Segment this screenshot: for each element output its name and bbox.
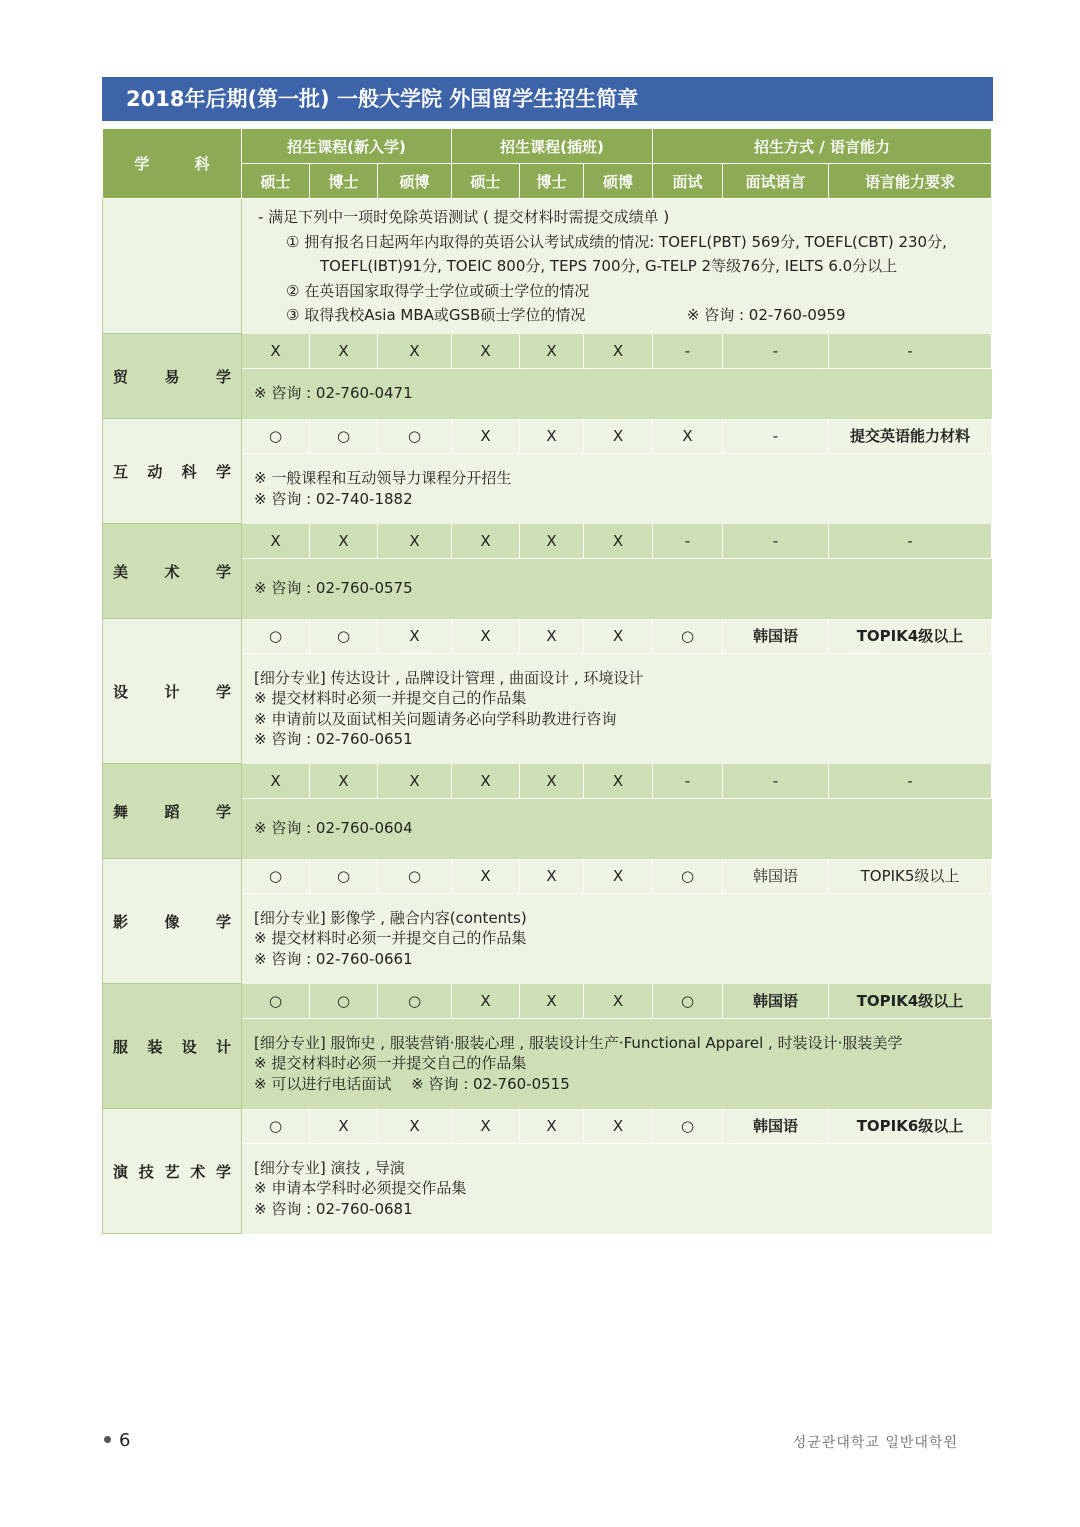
header-col: 硕博: [584, 164, 653, 199]
table-cell: ○: [310, 419, 378, 454]
subject-name: 贸 易 学: [103, 334, 242, 419]
table-cell: -: [723, 524, 829, 559]
note-line: ※ 提交材料时必须一并提交自己的作品集: [254, 689, 527, 707]
table-cell: -: [653, 764, 723, 799]
table-row: [103, 859, 992, 894]
table-row: [103, 419, 992, 454]
table-cell: ○: [310, 619, 378, 654]
table-cell: TOPIK5级以上: [829, 859, 992, 894]
header-col: 硕士: [452, 164, 520, 199]
header-subject: 学 科: [103, 129, 242, 199]
note-line: [细分专业] 服饰史 , 服装营销·服装心理 , 服装设计生产·Functional Apparel , 时装设计·服装美学: [254, 1033, 903, 1052]
note-line: ※ 提交材料时必须一并提交自己的作品集: [254, 1054, 527, 1073]
note-line: ※ 咨询 : 02-760-0575: [254, 579, 413, 598]
table-cell: X: [310, 334, 378, 369]
row-notes: [242, 1018, 992, 1109]
table-cell: ○: [653, 984, 723, 1019]
table-cell: X: [242, 334, 310, 369]
table-row: [103, 524, 992, 559]
header-group-new: 招生课程(新入学): [242, 129, 452, 164]
page-title: 2018年后期(第一批) 一般大学院 外国留学生招生简章: [102, 77, 993, 121]
table-cell: ○: [310, 859, 378, 894]
exemption-item-3: ③ 取得我校Asia MBA或GSB硕士学位的情况: [286, 306, 586, 324]
header-col: 面试语言: [723, 164, 829, 199]
table-cell: X: [520, 524, 584, 559]
table-cell: -: [829, 524, 992, 559]
table-cell: ○: [242, 984, 310, 1019]
header-col: 语言能力要求: [829, 164, 992, 199]
table-cell: 韩国语: [723, 1109, 829, 1144]
subject-name: 互 动 科 学: [103, 419, 242, 524]
table-cell: -: [829, 334, 992, 369]
header-col: 博士: [520, 164, 584, 199]
table-cell: X: [378, 619, 452, 654]
table-cell: ○: [242, 1109, 310, 1144]
table-cell: X: [452, 1109, 520, 1144]
table-cell: X: [310, 764, 378, 799]
subject-name: 美 术 学: [103, 524, 242, 619]
table-cell: X: [584, 419, 653, 454]
note-line: [细分专业] 传达设计 , 品牌设计管理 , 曲面设计 , 环境设计: [254, 668, 644, 687]
table-cell: X: [520, 419, 584, 454]
note-line: ※ 咨询 : 02-760-0604: [254, 819, 413, 838]
header-col: 硕博: [378, 164, 452, 199]
page-number: [104, 1430, 130, 1451]
row-notes: [242, 653, 992, 764]
table-cell: X: [584, 984, 653, 1019]
table-cell: ○: [378, 859, 452, 894]
table-cell: X: [584, 619, 653, 654]
row-notes: [242, 798, 992, 859]
header-group-transfer: 招生课程(插班): [452, 129, 653, 164]
note-line: ※ 申请前以及面试相关问题请务必向学科助教进行咨询: [254, 709, 617, 728]
table-cell: X: [452, 984, 520, 1019]
table-cell: ○: [378, 419, 452, 454]
table-cell: 韩国语: [723, 619, 829, 654]
note-line: ※ 咨询 : 02-760-0661: [254, 949, 413, 968]
table-cell: X: [452, 419, 520, 454]
table-cell: 韩国语: [723, 984, 829, 1019]
subject-name: 演 技 艺 术 学: [103, 1109, 242, 1234]
university-name: 성균관대학교 일반대학원: [792, 1435, 958, 1451]
table-cell: X: [310, 524, 378, 559]
table-cell: -: [829, 764, 992, 799]
table-cell: X: [242, 524, 310, 559]
exemption-contact: ※ 咨询 : 02-760-0959: [686, 306, 846, 324]
page-number-text: 6: [119, 1430, 131, 1451]
table-row: [103, 764, 992, 799]
table-cell: TOPIK4级以上: [829, 619, 992, 654]
table-cell: ○: [242, 859, 310, 894]
table-cell: X: [520, 859, 584, 894]
table-cell: X: [653, 419, 723, 454]
exemption-lead: - 满足下列中一项时免除英语测试 ( 提交材料时需提交成绩单 ): [258, 208, 670, 226]
table-cell: X: [520, 619, 584, 654]
header-group-method: 招生方式 / 语言能力: [653, 129, 992, 164]
exemption-subject-empty: [103, 199, 242, 334]
header-row-groups: [103, 129, 992, 164]
note-line: [细分专业] 影像学 , 融合内容(contents): [254, 908, 527, 927]
table-cell: X: [452, 524, 520, 559]
table-cell: -: [653, 334, 723, 369]
table-row: [103, 1109, 992, 1144]
note-line: [细分专业] 演技 , 导演: [254, 1158, 405, 1177]
subject-name: 设 计 学: [103, 619, 242, 764]
table-cell: ○: [653, 1109, 723, 1144]
note-line: ※ 一般课程和互动领导力课程分开招生: [254, 469, 512, 487]
table-cell: X: [378, 1109, 452, 1144]
table-cell: X: [584, 764, 653, 799]
table-cell: -: [653, 524, 723, 559]
table-cell: X: [584, 524, 653, 559]
row-notes: [242, 368, 992, 419]
exemption-item-1a: ① 拥有报名日起两年内取得的英语公认考试成绩的情况: TOEFL(PBT) 569分, TOEFL(CBT) 230分,: [286, 232, 947, 251]
table-cell: X: [452, 859, 520, 894]
table-cell: ○: [378, 984, 452, 1019]
note-line: ※ 咨询 : 02-760-0651: [254, 730, 413, 748]
header-col: 硕士: [242, 164, 310, 199]
row-notes: [242, 453, 992, 524]
header-col: 博士: [310, 164, 378, 199]
exemption-item-2: ② 在英语国家取得学士学位或硕士学位的情况: [286, 281, 590, 300]
exemption-notes: [242, 199, 992, 334]
table-row: [103, 619, 992, 654]
table-cell: X: [520, 1109, 584, 1144]
table-cell: TOPIK6级以上: [829, 1109, 992, 1144]
table-row: [103, 984, 992, 1019]
note-line: ※ 咨询 : 02-760-0681: [254, 1199, 413, 1218]
header-col: 面试: [653, 164, 723, 199]
table-cell: X: [310, 1109, 378, 1144]
row-notes: [242, 893, 992, 984]
table-cell: X: [520, 334, 584, 369]
subject-name: 舞 蹈 学: [103, 764, 242, 859]
note-line: ※ 可以进行电话面试 ※ 咨询 : 02-760-0515: [254, 1074, 570, 1093]
table-cell: X: [378, 334, 452, 369]
table-cell: ○: [310, 984, 378, 1019]
table-cell: 韩国语: [723, 859, 829, 894]
table-cell: ○: [242, 619, 310, 654]
table-cell: X: [584, 859, 653, 894]
table-cell: X: [242, 764, 310, 799]
table-cell: X: [452, 334, 520, 369]
subject-name: 服 装 设 计: [103, 984, 242, 1109]
row-notes: [242, 558, 992, 619]
exemption-row: [103, 199, 992, 334]
table-cell: TOPIK4级以上: [829, 984, 992, 1019]
table-cell: X: [378, 764, 452, 799]
subject-name: 影 像 学: [103, 859, 242, 984]
table-cell: -: [723, 764, 829, 799]
exemption-item-3-line: [258, 303, 976, 328]
subject-rows: [103, 334, 992, 1234]
table-cell: X: [520, 764, 584, 799]
bullet-icon: [104, 1436, 111, 1443]
table-cell: ○: [653, 859, 723, 894]
note-line: ※ 咨询 : 02-760-0471: [254, 384, 413, 403]
table-cell: X: [584, 334, 653, 369]
admission-table: [102, 128, 992, 1234]
table-cell: ○: [242, 419, 310, 454]
table-cell: -: [723, 419, 829, 454]
table-cell: 提交英语能力材料: [829, 419, 992, 454]
table-cell: ○: [653, 619, 723, 654]
row-notes: [242, 1143, 992, 1234]
table-cell: X: [452, 619, 520, 654]
table-cell: X: [584, 1109, 653, 1144]
table-row: [103, 334, 992, 369]
table-cell: -: [723, 334, 829, 369]
exemption-item-1b: TOEFL(IBT)91分, TOEIC 800分, TEPS 700分, G-TELP 2等级76分, IELTS 6.0分以上: [320, 257, 898, 275]
table-cell: X: [378, 524, 452, 559]
note-line: ※ 提交材料时必须一并提交自己的作品集: [254, 929, 527, 948]
table-cell: X: [452, 764, 520, 799]
note-line: ※ 申请本学科时必须提交作品集: [254, 1179, 467, 1198]
note-line: ※ 咨询 : 02-740-1882: [254, 489, 413, 508]
table-cell: X: [520, 984, 584, 1019]
